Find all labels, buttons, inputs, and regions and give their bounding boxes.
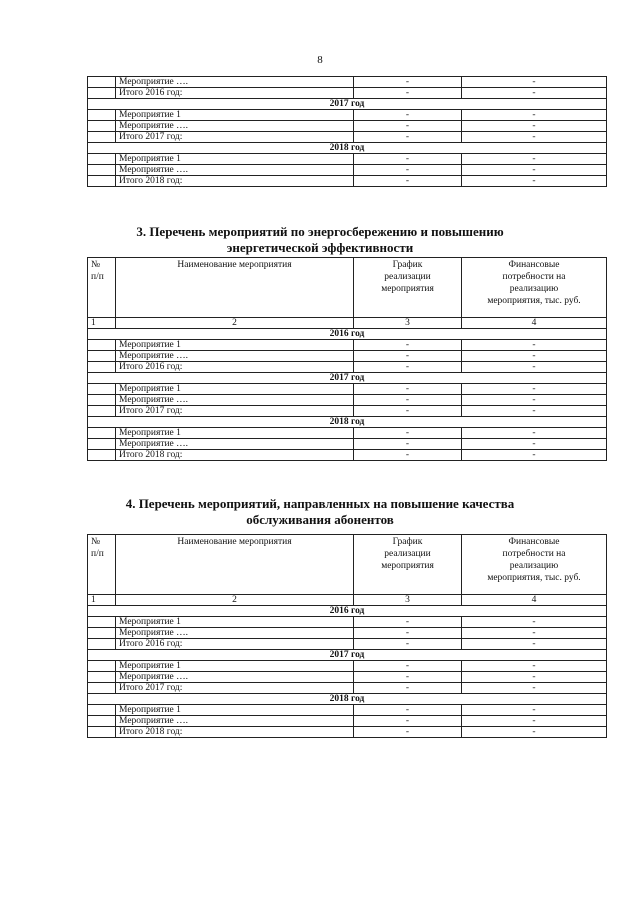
total-row	[88, 406, 607, 417]
row-number-cell	[88, 705, 116, 716]
section-4-title	[0, 496, 640, 528]
row-number-cell	[88, 395, 116, 406]
section-3-title-line-1: 3. Перечень мероприятий по энергосбережению и повышению	[136, 224, 504, 239]
table-row	[88, 439, 607, 450]
page-number: 8	[317, 54, 323, 66]
finance-cell: -	[462, 617, 607, 628]
schedule-cell: -	[354, 727, 462, 738]
index-cell: 3	[354, 595, 462, 606]
schedule-cell: -	[354, 88, 462, 99]
measure-name: Мероприятие 1	[116, 661, 354, 672]
table-row	[88, 705, 607, 716]
measure-name: Мероприятие 1	[116, 340, 354, 351]
schedule-cell: -	[354, 351, 462, 362]
header-schedule-text: График реализации мероприятия	[381, 537, 434, 571]
table-row	[88, 672, 607, 683]
finance-cell: -	[462, 384, 607, 395]
table-row	[88, 661, 607, 672]
year-row	[88, 329, 607, 340]
table-row	[88, 154, 607, 165]
row-number-cell	[88, 439, 116, 450]
year-label: 2017 год	[88, 650, 607, 661]
index-cell: 2	[116, 318, 354, 329]
row-number-cell	[88, 351, 116, 362]
year-label: 2018 год	[88, 417, 607, 428]
section-3-title-line-2: энергетической эффективности	[226, 240, 414, 255]
row-number-cell	[88, 628, 116, 639]
finance-cell: -	[462, 428, 607, 439]
row-number-cell	[88, 727, 116, 738]
finance-cell: -	[462, 165, 607, 176]
schedule-cell: -	[354, 384, 462, 395]
index-cell: 4	[462, 595, 607, 606]
finance-cell: -	[462, 450, 607, 461]
schedule-cell: -	[354, 77, 462, 88]
finance-cell: -	[462, 132, 607, 143]
index-cell: 3	[354, 318, 462, 329]
total-row	[88, 362, 607, 373]
section-4-table	[87, 534, 607, 738]
schedule-cell: -	[354, 154, 462, 165]
section-3-table	[87, 257, 607, 461]
measure-name: Мероприятие 1	[116, 110, 354, 121]
schedule-cell: -	[354, 439, 462, 450]
finance-cell: -	[462, 176, 607, 187]
header-number-text: № п/п	[91, 260, 104, 282]
schedule-cell: -	[354, 340, 462, 351]
schedule-cell: -	[354, 617, 462, 628]
schedule-cell: -	[354, 110, 462, 121]
finance-cell: -	[462, 639, 607, 650]
finance-cell: -	[462, 683, 607, 694]
schedule-cell: -	[354, 683, 462, 694]
finance-cell: -	[462, 716, 607, 727]
schedule-cell: -	[354, 661, 462, 672]
header-schedule	[354, 535, 462, 595]
total-row	[88, 88, 607, 99]
header-name	[116, 258, 354, 318]
measure-name: Мероприятие 1	[116, 384, 354, 395]
header-name	[116, 535, 354, 595]
total-label: Итого 2018 год:	[116, 727, 354, 738]
header-finance-text: Финансовые потребности на реализацию мероприятия, тыс. руб.	[487, 260, 581, 306]
row-number-cell	[88, 154, 116, 165]
year-label: 2016 год	[88, 606, 607, 617]
total-label: Итого 2018 год:	[116, 450, 354, 461]
schedule-cell: -	[354, 165, 462, 176]
section-4-title-line-1: 4. Перечень мероприятий, направленных на повышение качества	[125, 496, 515, 511]
measure-name: Мероприятие ….	[116, 439, 354, 450]
year-label: 2018 год	[88, 694, 607, 705]
measure-name: Мероприятие ….	[116, 395, 354, 406]
total-row	[88, 683, 607, 694]
table-row	[88, 628, 607, 639]
schedule-cell: -	[354, 628, 462, 639]
finance-cell: -	[462, 362, 607, 373]
schedule-cell: -	[354, 450, 462, 461]
finance-cell: -	[462, 727, 607, 738]
index-cell: 1	[88, 595, 116, 606]
header-finance	[462, 535, 607, 595]
total-label: Итого 2017 год:	[116, 683, 354, 694]
finance-cell: -	[462, 672, 607, 683]
row-number-cell	[88, 362, 116, 373]
table-row	[88, 384, 607, 395]
total-label: Итого 2017 год:	[116, 406, 354, 417]
row-number-cell	[88, 672, 116, 683]
finance-cell: -	[462, 77, 607, 88]
table-row	[88, 110, 607, 121]
schedule-cell: -	[354, 639, 462, 650]
index-row	[88, 318, 607, 329]
year-row	[88, 606, 607, 617]
header-number	[88, 258, 116, 318]
finance-cell: -	[462, 705, 607, 716]
continuation-table	[87, 76, 607, 187]
row-number-cell	[88, 716, 116, 727]
year-label: 2018 год	[88, 143, 607, 154]
year-label: 2016 год	[88, 329, 607, 340]
year-row	[88, 650, 607, 661]
row-number-cell	[88, 450, 116, 461]
index-cell: 1	[88, 318, 116, 329]
measure-name: Мероприятие ….	[116, 165, 354, 176]
measure-name: Мероприятие 1	[116, 617, 354, 628]
measure-name: Мероприятие ….	[116, 716, 354, 727]
section-4-title-line-2: обслуживания абонентов	[246, 512, 394, 527]
table-row	[88, 617, 607, 628]
finance-cell: -	[462, 439, 607, 450]
row-number-cell	[88, 617, 116, 628]
measure-name: Мероприятие ….	[116, 672, 354, 683]
row-number-cell	[88, 165, 116, 176]
measure-name: Мероприятие ….	[116, 628, 354, 639]
row-number-cell	[88, 77, 116, 88]
total-row	[88, 727, 607, 738]
measure-name: Мероприятие 1	[116, 154, 354, 165]
header-name-text: Наименование мероприятия	[177, 260, 292, 270]
index-cell: 4	[462, 318, 607, 329]
index-cell: 2	[116, 595, 354, 606]
table-row	[88, 340, 607, 351]
year-row	[88, 99, 607, 110]
measure-name: Мероприятие 1	[116, 428, 354, 439]
table-row	[88, 716, 607, 727]
row-number-cell	[88, 384, 116, 395]
row-number-cell	[88, 340, 116, 351]
year-row	[88, 417, 607, 428]
row-number-cell	[88, 406, 116, 417]
schedule-cell: -	[354, 428, 462, 439]
finance-cell: -	[462, 406, 607, 417]
finance-cell: -	[462, 154, 607, 165]
row-number-cell	[88, 88, 116, 99]
schedule-cell: -	[354, 705, 462, 716]
header-number	[88, 535, 116, 595]
year-row	[88, 373, 607, 384]
finance-cell: -	[462, 340, 607, 351]
table-row	[88, 395, 607, 406]
total-label: Итого 2016 год:	[116, 88, 354, 99]
row-number-cell	[88, 428, 116, 439]
table-row	[88, 121, 607, 132]
schedule-cell: -	[354, 716, 462, 727]
total-row	[88, 132, 607, 143]
header-number-text: № п/п	[91, 537, 104, 559]
header-name-text: Наименование мероприятия	[177, 537, 292, 547]
finance-cell: -	[462, 395, 607, 406]
total-row	[88, 450, 607, 461]
row-number-cell	[88, 121, 116, 132]
row-number-cell	[88, 683, 116, 694]
finance-cell: -	[462, 628, 607, 639]
row-number-cell	[88, 176, 116, 187]
table-row	[88, 77, 607, 88]
total-row	[88, 176, 607, 187]
measure-name: Мероприятие ….	[116, 77, 354, 88]
year-label: 2017 год	[88, 373, 607, 384]
table-row	[88, 165, 607, 176]
schedule-cell: -	[354, 362, 462, 373]
year-row	[88, 143, 607, 154]
row-number-cell	[88, 639, 116, 650]
measure-name: Мероприятие ….	[116, 351, 354, 362]
table-row	[88, 351, 607, 362]
total-label: Итого 2016 год:	[116, 639, 354, 650]
total-label: Итого 2018 год:	[116, 176, 354, 187]
header-schedule-text: График реализации мероприятия	[381, 260, 434, 294]
schedule-cell: -	[354, 406, 462, 417]
schedule-cell: -	[354, 395, 462, 406]
table-row	[88, 428, 607, 439]
row-number-cell	[88, 661, 116, 672]
row-number-cell	[88, 110, 116, 121]
schedule-cell: -	[354, 672, 462, 683]
measure-name: Мероприятие 1	[116, 705, 354, 716]
section-3-title	[0, 224, 640, 256]
year-label: 2017 год	[88, 99, 607, 110]
header-finance-text: Финансовые потребности на реализацию мероприятия, тыс. руб.	[487, 537, 581, 583]
finance-cell: -	[462, 121, 607, 132]
schedule-cell: -	[354, 132, 462, 143]
finance-cell: -	[462, 88, 607, 99]
schedule-cell: -	[354, 121, 462, 132]
finance-cell: -	[462, 351, 607, 362]
year-row	[88, 694, 607, 705]
total-row	[88, 639, 607, 650]
finance-cell: -	[462, 661, 607, 672]
finance-cell: -	[462, 110, 607, 121]
measure-name: Мероприятие ….	[116, 121, 354, 132]
total-label: Итого 2017 год:	[116, 132, 354, 143]
header-finance	[462, 258, 607, 318]
total-label: Итого 2016 год:	[116, 362, 354, 373]
schedule-cell: -	[354, 176, 462, 187]
row-number-cell	[88, 132, 116, 143]
index-row	[88, 595, 607, 606]
header-schedule	[354, 258, 462, 318]
